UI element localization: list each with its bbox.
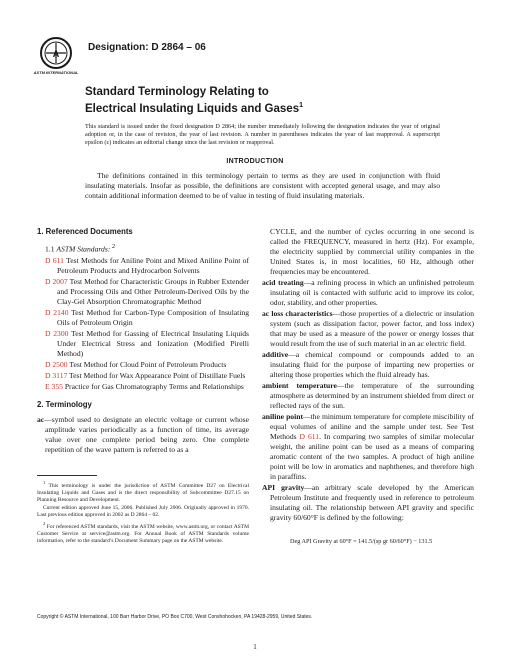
footnote-2: $^2$ For referenced ASTM standards, visit the ASTM website, www.astm.org, or contact ASTM Customer Service at service@astm.org. For Annual Book of ASTM Standards volume information, refer to the standard’s Document Summary page on the ASTM website. xyxy=(37,520,249,544)
introduction-text: The definitions contained in this terminology pertain to terms as they are used in conjunction with fluid insulating materials. Insofar as possible, the definitions are consistent with accepted general usage, and may also contain additional information deemed to be of value in testing of fluid insulating materials. xyxy=(85,171,440,200)
term-api-gravity: API gravity—an arbitrary scale developed by the American Petroleum Institute and frequently used in reference to petroleum insulating oil. The relationship between API gravity and specific gravity 60/60°F is defined by the following: xyxy=(262,483,474,522)
footnote-1: $^1$ This terminology is under the jurisdiction of ASTM Committee D27 on Electrical Insulating Liquids and Gases and is the direct responsibility of Subcommittee D27.15 on Planning Resource and Development. xyxy=(37,480,249,503)
footnote-divider xyxy=(37,475,97,476)
term-acid-treating: acid treating—a refining process in which an unfinished petroleum insulating oil is contacted with sulfuric acid to improve its color, odor, stability, and other properties. xyxy=(262,278,474,307)
title-line-2: Electrical Insulating Liquids and Gases$^1$ xyxy=(85,102,303,115)
standard-note: This standard is issued under the fixed designation D 2864; the number immediately following the designation indicates the year of original adoption or, in the case of revision, the year of last revision. A number in parentheses indicates the year of last reapproval. A superscript epsilon (ε) indicates an editorial change since the last revision or reapproval. xyxy=(85,123,440,146)
api-gravity-formula: Deg API Gravity at 60°F = 141.5/(sp gr 60/60°F) − 131.5 xyxy=(290,538,433,545)
term-ac-continued: CYCLE, and the number of cycles occurring in one second is called the FREQUENCY, measured in hertz (Hz). For example, the electricity supplied by commercial utility companies in the United States is, in most localities, 60 Hz, although other frequencies may be encountered. xyxy=(270,227,474,276)
reference-list xyxy=(37,256,249,392)
reference-link[interactable]: D 611 xyxy=(45,255,64,265)
term-aniline-point: aniline point—the minimum temperature for complete miscibility of equal volumes of aniline and the sample under test. See Test Methods D 611. In comparing two samples of similar molecular weight, the aniline point can be used as a means of comparing aromatic content of the two samples. A product of high aniline point will be low in aromatics and naphthenes, and therefore high in paraffins. xyxy=(262,412,475,481)
right-column xyxy=(262,227,474,524)
document-title xyxy=(85,86,303,116)
introduction-heading: INTRODUCTION xyxy=(226,158,284,165)
page-number: 1 xyxy=(253,643,257,651)
section-1-heading: 1. Referenced Documents xyxy=(37,227,133,236)
reference-item: D 2140 Test Method for Carbon-Type Composition of Insulating Oils of Petroleum Origin xyxy=(45,307,249,327)
reference-item: D 2007 Test Method for Characteristic Groups in Rubber Extender and Processing Oils and Other Petroleum-Derived Oils by the Clay-Gel Absorption Chromatographic Method xyxy=(45,276,249,306)
svg-text:A: A xyxy=(52,49,60,59)
footnotes xyxy=(37,479,249,546)
reference-item: D 3117 Test Method for Wax Appearance Point of Distillate Fuels xyxy=(45,370,246,380)
designation: Designation: D 2864 – 06 xyxy=(88,42,206,53)
astm-logo xyxy=(33,36,79,76)
logo-label: ASTM INTERNATIONAL xyxy=(33,70,79,75)
term-ac-loss: ac loss characteristics—those properties of a dielectric or insulation system (such as dissipation factor, power factor, and loss index) that may be used as a measure of the power or energy losses that would result from the use of such material in an ac electric field. xyxy=(262,309,474,348)
reference-item: D 2300 Test Method for Gassing of Electrical Insulating Liquids Under Electrical Stress and Ionization (Modified Pirelli Method) xyxy=(45,328,249,358)
footnote-edition: Current edition approved June 15, 2006. Published July 2006. Originally approved in 1970. Last previous edition approved in 2002 as D 2864 – 02. xyxy=(37,504,249,518)
title-line-1: Standard Terminology Relating to xyxy=(85,86,269,98)
reference-link[interactable]: D 2140 xyxy=(45,307,69,317)
term-ambient-temperature: ambient temperature—the temperature of the surrounding atmosphere as determined by an instrument shielded from direct or reflected rays of the sun. xyxy=(262,381,474,410)
reference-link[interactable]: D 2500 xyxy=(45,359,68,369)
reference-link[interactable]: E 355 xyxy=(45,381,63,391)
reference-link[interactable]: D 2300 xyxy=(45,328,69,338)
term-additive: additive—a chemical compound or compounds added to an insulating fluid for the purpose of imparting new properties or altering those properties which the fluid already has. xyxy=(262,350,474,379)
term-ac: ac—symbol used to designate an electric voltage or current whose amplitude varies periodically as a function of time, its average value over one complete period being zero. One complete repetition of the wave pattern is referred to as a xyxy=(37,414,249,454)
reference-item: D 611 Test Methods for Aniline Point and Mixed Aniline Point of Petroleum Products and Hydrocarbon Solvents xyxy=(45,255,249,275)
section-1-1: 1.1 ASTM Standards: $^2$ xyxy=(45,243,116,254)
copyright: Copyright © ASTM International, 100 Barr Harbor Drive, PO Box C700, West Conshohocken, PA 19428-2959, United States. xyxy=(37,614,313,620)
section-2-heading: 2. Terminology xyxy=(37,399,92,409)
reference-link[interactable]: D 3117 xyxy=(45,370,68,380)
reference-item: D 2500 Test Method for Cloud Point of Petroleum Products xyxy=(45,359,227,369)
reference-link[interactable]: D 611 xyxy=(299,432,320,441)
reference-item: E 355 Practice for Gas Chromatography Terms and Relationships xyxy=(45,381,244,391)
left-column xyxy=(37,227,249,456)
reference-link[interactable]: D 2007 xyxy=(45,276,68,286)
